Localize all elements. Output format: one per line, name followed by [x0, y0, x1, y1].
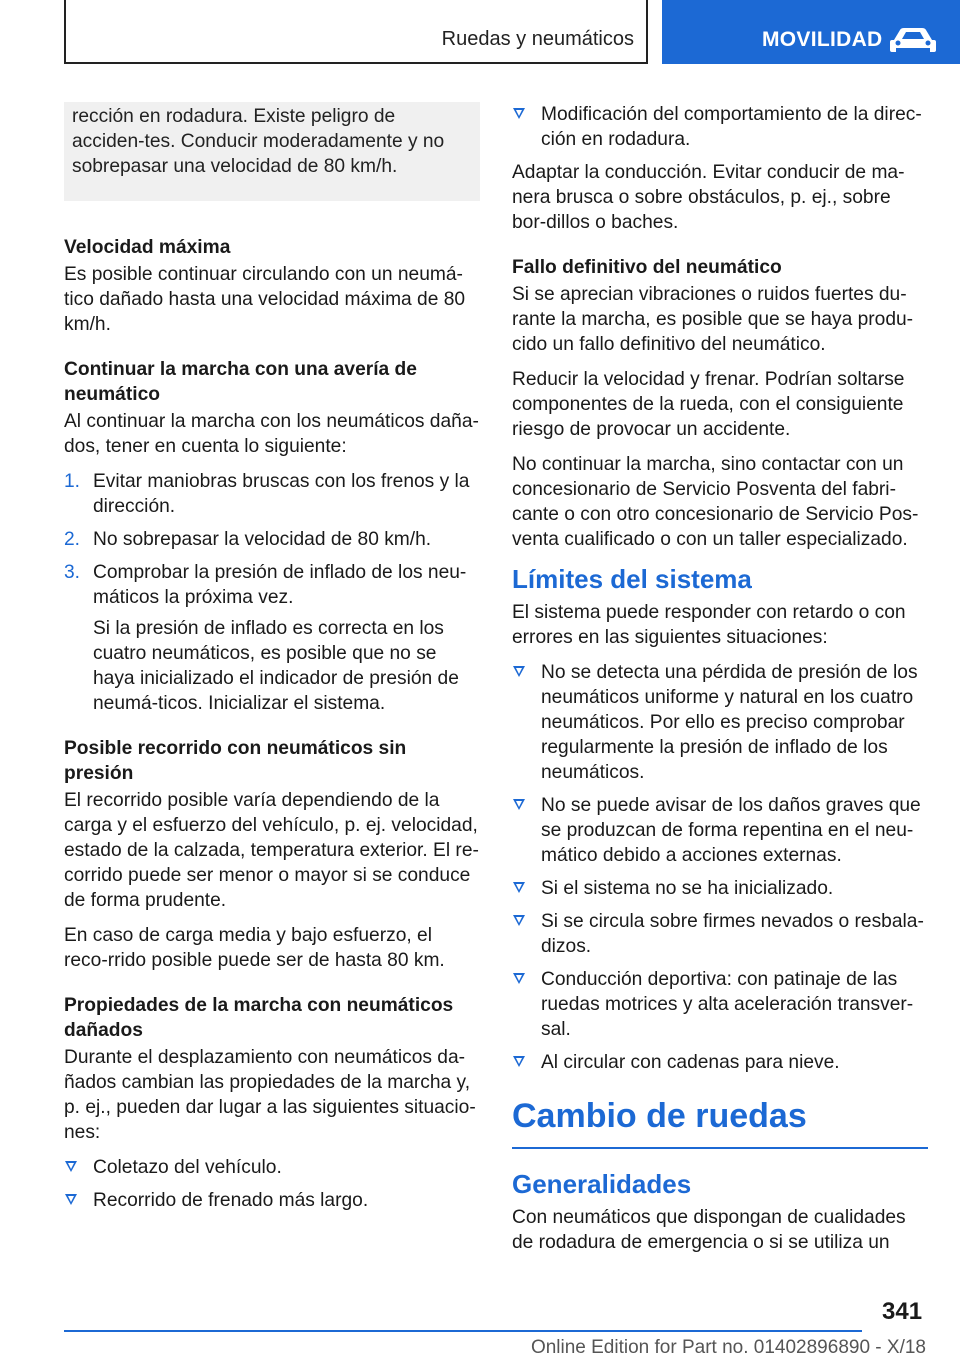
paragraph: En caso de carga media y bajo esfuerzo, el reco-rrido posible puede ser de hasta 80 km. — [64, 925, 445, 971]
paragraph: Durante el desplazamiento con neumáticos da-ñados cambian las propiedades de la marcha y, p. ej., pueden dar lugar a las siguientes situacio-nes: — [64, 1047, 476, 1143]
bullet-list — [512, 660, 928, 1075]
list-item — [64, 1188, 480, 1213]
list-number: 1. — [64, 471, 81, 492]
list-item — [512, 967, 928, 1042]
list-item-text: Comprobar la presión de inflado de los neu-máticos la próxima vez. — [93, 562, 467, 608]
list-item-text: Modificación del comportamiento de la direc-ción en rodadura. — [541, 104, 922, 150]
heading-generalidades: Generalidades — [512, 1169, 692, 1199]
section-label: MOVILIDAD — [762, 28, 883, 51]
paragraph: Reducir la velocidad y frenar. Podrían soltarse componentes de la rueda, con el consiguiente riesgo de provocar un accidente. — [512, 369, 905, 440]
numbered-list — [64, 469, 480, 610]
list-item — [64, 1155, 480, 1180]
triangle-bullet-icon — [513, 1056, 525, 1067]
paragraph: Adaptar la conducción. Evitar conducir de ma-nera brusca o sobre obstáculos, p. ej., sobre bor-dillos o baches. — [512, 162, 905, 233]
list-item-text: Si el sistema no se ha inicializado. — [541, 878, 834, 899]
heading-velocidad-maxima: Velocidad máxima — [64, 237, 231, 258]
list-item-text: Recorrido de frenado más largo. — [93, 1190, 369, 1211]
list-item — [512, 660, 928, 785]
paragraph: No continuar la marcha, sino contactar con un concesionario de Servicio Posventa del fabri-cante o con otro concesionario de Servicio Pos-venta cualificado o con un taller especializado. — [512, 454, 919, 550]
list-item-text: No se detecta una pérdida de presión de los neumáticos uniforme y natural en los cuatro neumáticos. Por ello es preciso comprobar regularmente la presión de inflado de los neumáticos. — [541, 662, 918, 783]
paragraph: El sistema puede responder con retardo o con errores en las siguientes situaciones: — [512, 602, 906, 648]
page-number: 341 — [882, 1298, 923, 1325]
header-section-box — [662, 0, 960, 64]
heading-propiedades-marcha: Propiedades de la marcha con neumáticos dañados — [64, 995, 454, 1041]
footer-edition: Online Edition for Part no. 01402896890 - X/18 — [530, 1337, 926, 1358]
paragraph: Si se aprecian vibraciones o ruidos fuertes du-rante la marcha, es posible que se haya produ-cido un fallo definitivo del neumático. — [512, 284, 914, 355]
heading-continuar-marcha: Continuar la marcha con una avería de neumático — [64, 359, 417, 405]
paragraph: Con neumáticos que dispongan de cualidades de rodadura de emergencia o si se utiliza un — [512, 1207, 906, 1253]
warning-note — [64, 102, 480, 201]
list-item — [512, 1050, 928, 1075]
list-item — [512, 876, 928, 901]
triangle-bullet-icon — [513, 108, 525, 119]
heading-posible-recorrido: Posible recorrido con neumáticos sin presión — [64, 738, 407, 784]
triangle-bullet-icon — [513, 799, 525, 810]
bullet-list — [64, 1155, 480, 1213]
chapter-title: Ruedas y neumáticos — [441, 28, 634, 50]
paragraph: Al continuar la marcha con los neumáticos daña-dos, tener en cuenta lo siguiente: — [64, 411, 479, 457]
list-item-text: No sobrepasar la velocidad de 80 km/h. — [93, 529, 432, 550]
list-item-text: Conducción deportiva: con patinaje de las ruedas motrices y alta aceleración transver-sal. — [541, 969, 914, 1040]
paragraph: Es posible continuar circulando con un neumá-tico dañado hasta una velocidad máxima de 80 km/h. — [64, 264, 466, 335]
right-column — [512, 102, 928, 1265]
triangle-bullet-icon — [65, 1161, 77, 1172]
list-item — [64, 560, 480, 610]
triangle-bullet-icon — [513, 882, 525, 893]
list-item-text: Si se circula sobre firmes nevados o resbala-dizos. — [541, 911, 924, 957]
list-item — [512, 909, 928, 959]
list-item — [512, 102, 928, 152]
footer-divider — [64, 1330, 862, 1332]
list-item-text: Coletazo del vehículo. — [93, 1157, 282, 1178]
list-item-text: Evitar maniobras bruscas con los frenos y la dirección. — [93, 471, 470, 517]
header-chapter-box — [64, 0, 648, 64]
list-item — [512, 793, 928, 868]
list-item — [64, 469, 480, 519]
list-number: 3. — [64, 562, 81, 583]
list-item — [64, 527, 480, 552]
triangle-bullet-icon — [65, 1194, 77, 1205]
list-item-text: Al circular con cadenas para nieve. — [541, 1052, 840, 1073]
list-sub-paragraph: Si la presión de inflado es correcta en los cuatro neumáticos, es posible que no se haya inicializado el indicador de presión de neumá-ticos. Inicializar el sistema. — [93, 618, 459, 714]
list-item-text: No se puede avisar de los daños graves que se produzcan de forma repentina en el neu-mático debido a acciones externas. — [541, 795, 921, 866]
triangle-bullet-icon — [513, 973, 525, 984]
left-column — [64, 102, 480, 1221]
warning-note-text: rección en rodadura. Existe peligro de acciden-tes. Conducir moderadamente y no sobrepasar una velocidad de 80 km/h. — [72, 106, 445, 177]
list-number: 2. — [64, 529, 81, 550]
bullet-list — [512, 102, 928, 152]
heading-fallo-definitivo: Fallo definitivo del neumático — [512, 257, 782, 278]
paragraph: El recorrido posible varía dependiendo de la carga y el esfuerzo del vehículo, p. ej. velocidad, estado de la calzada, temperatura exterior. El re-corrido puede ser menor o mayor si se conduce de forma prudente. — [64, 790, 479, 911]
heading-limites-sistema: Límites del sistema — [512, 564, 752, 594]
triangle-bullet-icon — [513, 915, 525, 926]
heading-cambio-ruedas: Cambio de ruedas — [512, 1095, 928, 1149]
triangle-bullet-icon — [513, 666, 525, 677]
car-icon — [888, 26, 938, 54]
